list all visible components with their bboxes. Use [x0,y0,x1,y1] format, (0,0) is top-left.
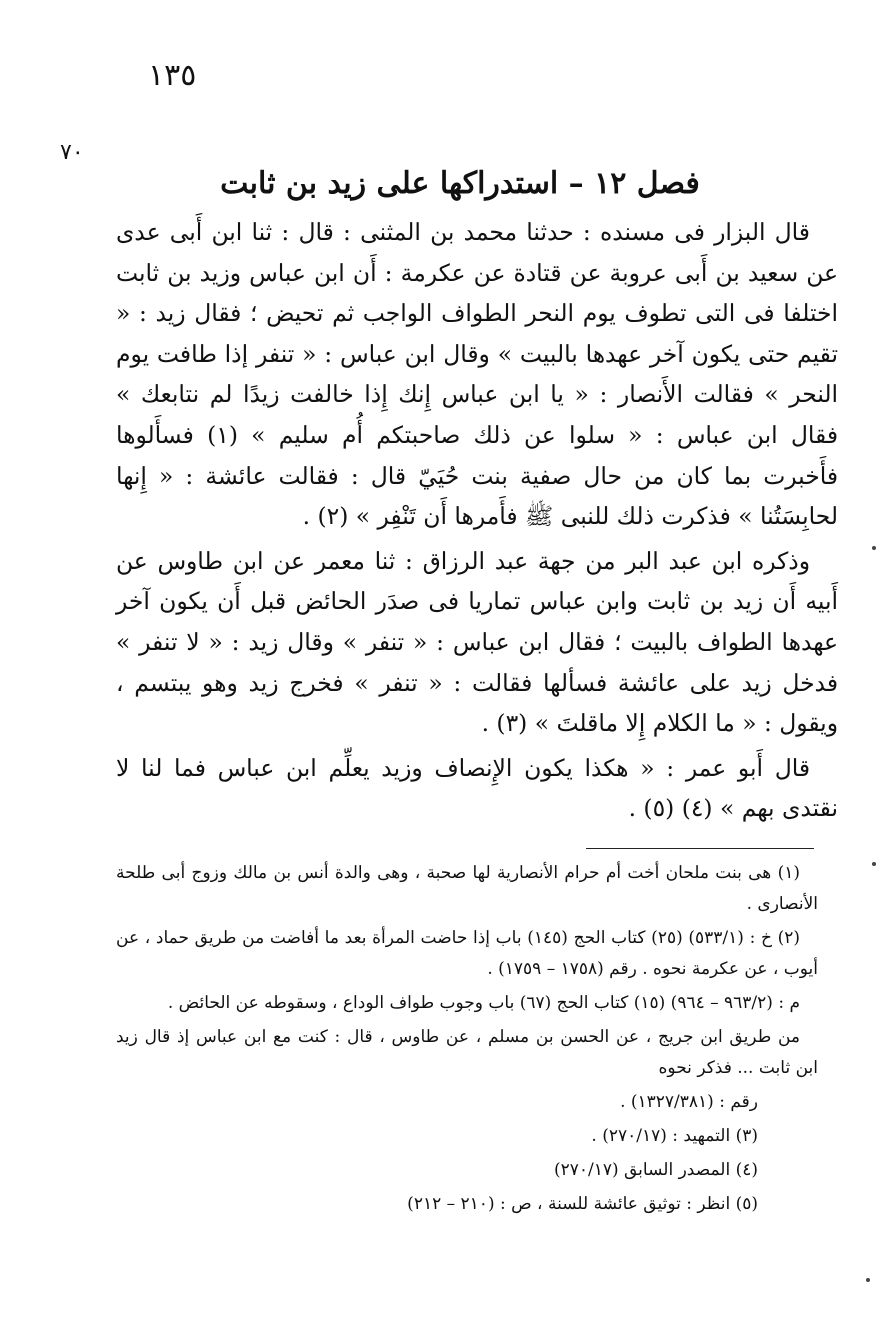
body-paragraph: وذكره ابن عبد البر من جهة عبد الرزاق : ثنا معمر عن ابن طاوس عن أَبيه أَن زيد بن ثابت وابن عباس تماريا فى صدَر الحائض قبل أَن يكون آخر عهدها الطواف بالبيت ؛ فقال ابن عباس : « تنفر » وقال زيد : « لا تنفر » فدخل زيد على عائشة فسألها فقالت : « تنفر » فخرج زيد وهو يبتسم ، ويقول : « ما الكلام إِلا ماقلتَ » (٣) . [116,546,838,738]
footnote-separator [586,848,814,849]
footnotes [116,858,818,1223]
body-paragraph: قال البزار فى مسنده : حدثنا محمد بن المثنى : قال : ثنا ابن أَبى عدى عن سعيد بن أَبى عروبة عن قتادة عن عكرمة : أَن ابن عباس وزيد بن ثابت اختلفا فى التى تطوف يوم النحر الطواف الواجب ثم تحيض ؛ فقال زيد : « تقيم حتى يكون آخر عهدها بالبيت » وقال ابن عباس : « تنفر إذا طافت يوم النحر » فقالت الأَنصار : « يا ابن عباس إِنك إِذا خالفت زيدًا لم نتابعك » فقال ابن عباس : « سلوا عن ذلك صاحبتكم أُم سليم » (١) فسأَلوها فأَخبرت بما كان من حال صفية بنت حُيَيّ قال : فقالت عائشة : « إِنها لحابِسَتُنا » فذكرت ذلك للنبى ﷺ فأَمرها أَن تَنْفِر » (٢) . [116,218,838,531]
footnote: (٤) المصدر السابق (٢٧٠/١٧) [553,1160,758,1180]
footnote: من طريق ابن جريج ، عن الحسن بن مسلم ، عن طاوس ، قال : كنت مع ابن عباس إذ قال زيد ابن ثابت ... فذكر نحوه [116,1027,818,1078]
body-paragraph: قال أَبو عمر : « هكذا يكون الإِنصاف وزيد يعلِّم ابن عباس فما لنا لا نقتدى بهم » (٤) (٥) . [116,753,838,823]
scan-speck [866,1278,870,1282]
scan-speck [872,546,876,550]
page-number: ١٣٥ [148,58,197,93]
margin-number: ٧٠ [60,140,84,165]
scan-speck [872,862,876,866]
footnote: (٢) خ : (٥٣٣/١) (٢٥) كتاب الحج (١٤٥) باب إذا حاضت المرأة بعد ما أفاضت من طريق حماد ، عن أيوب ، عن عكرمة نحوه . رقم (١٧٥٨ – ١٧٥٩) . [116,928,818,979]
footnote: (٥) انظر : توثيق عائشة للسنة ، ص : (٢١٠ – ٢١٢) [407,1194,758,1214]
footnote: م : (٩٦٣/٢ – ٩٦٤) (١٥) كتاب الحج (٦٧) باب وجوب طواف الوداع ، وسقوطه عن الحائض . [167,993,800,1013]
footnote: رقم : (١٣٢٧/٣٨١) . [620,1092,758,1112]
footnote: (٣) التمهيد : (٢٧٠/١٧) . [591,1126,758,1146]
footnote: (١) هى بنت ملحان أخت أم حرام الأنصارية لها صحبة ، وهى والدة أنس بن مالك وزوج أبى طلحة الأنصارى . [116,863,818,914]
chapter-title: فصل ١٢ – استدراكها على زيد بن ثابت [220,166,700,202]
main-text [116,212,838,833]
